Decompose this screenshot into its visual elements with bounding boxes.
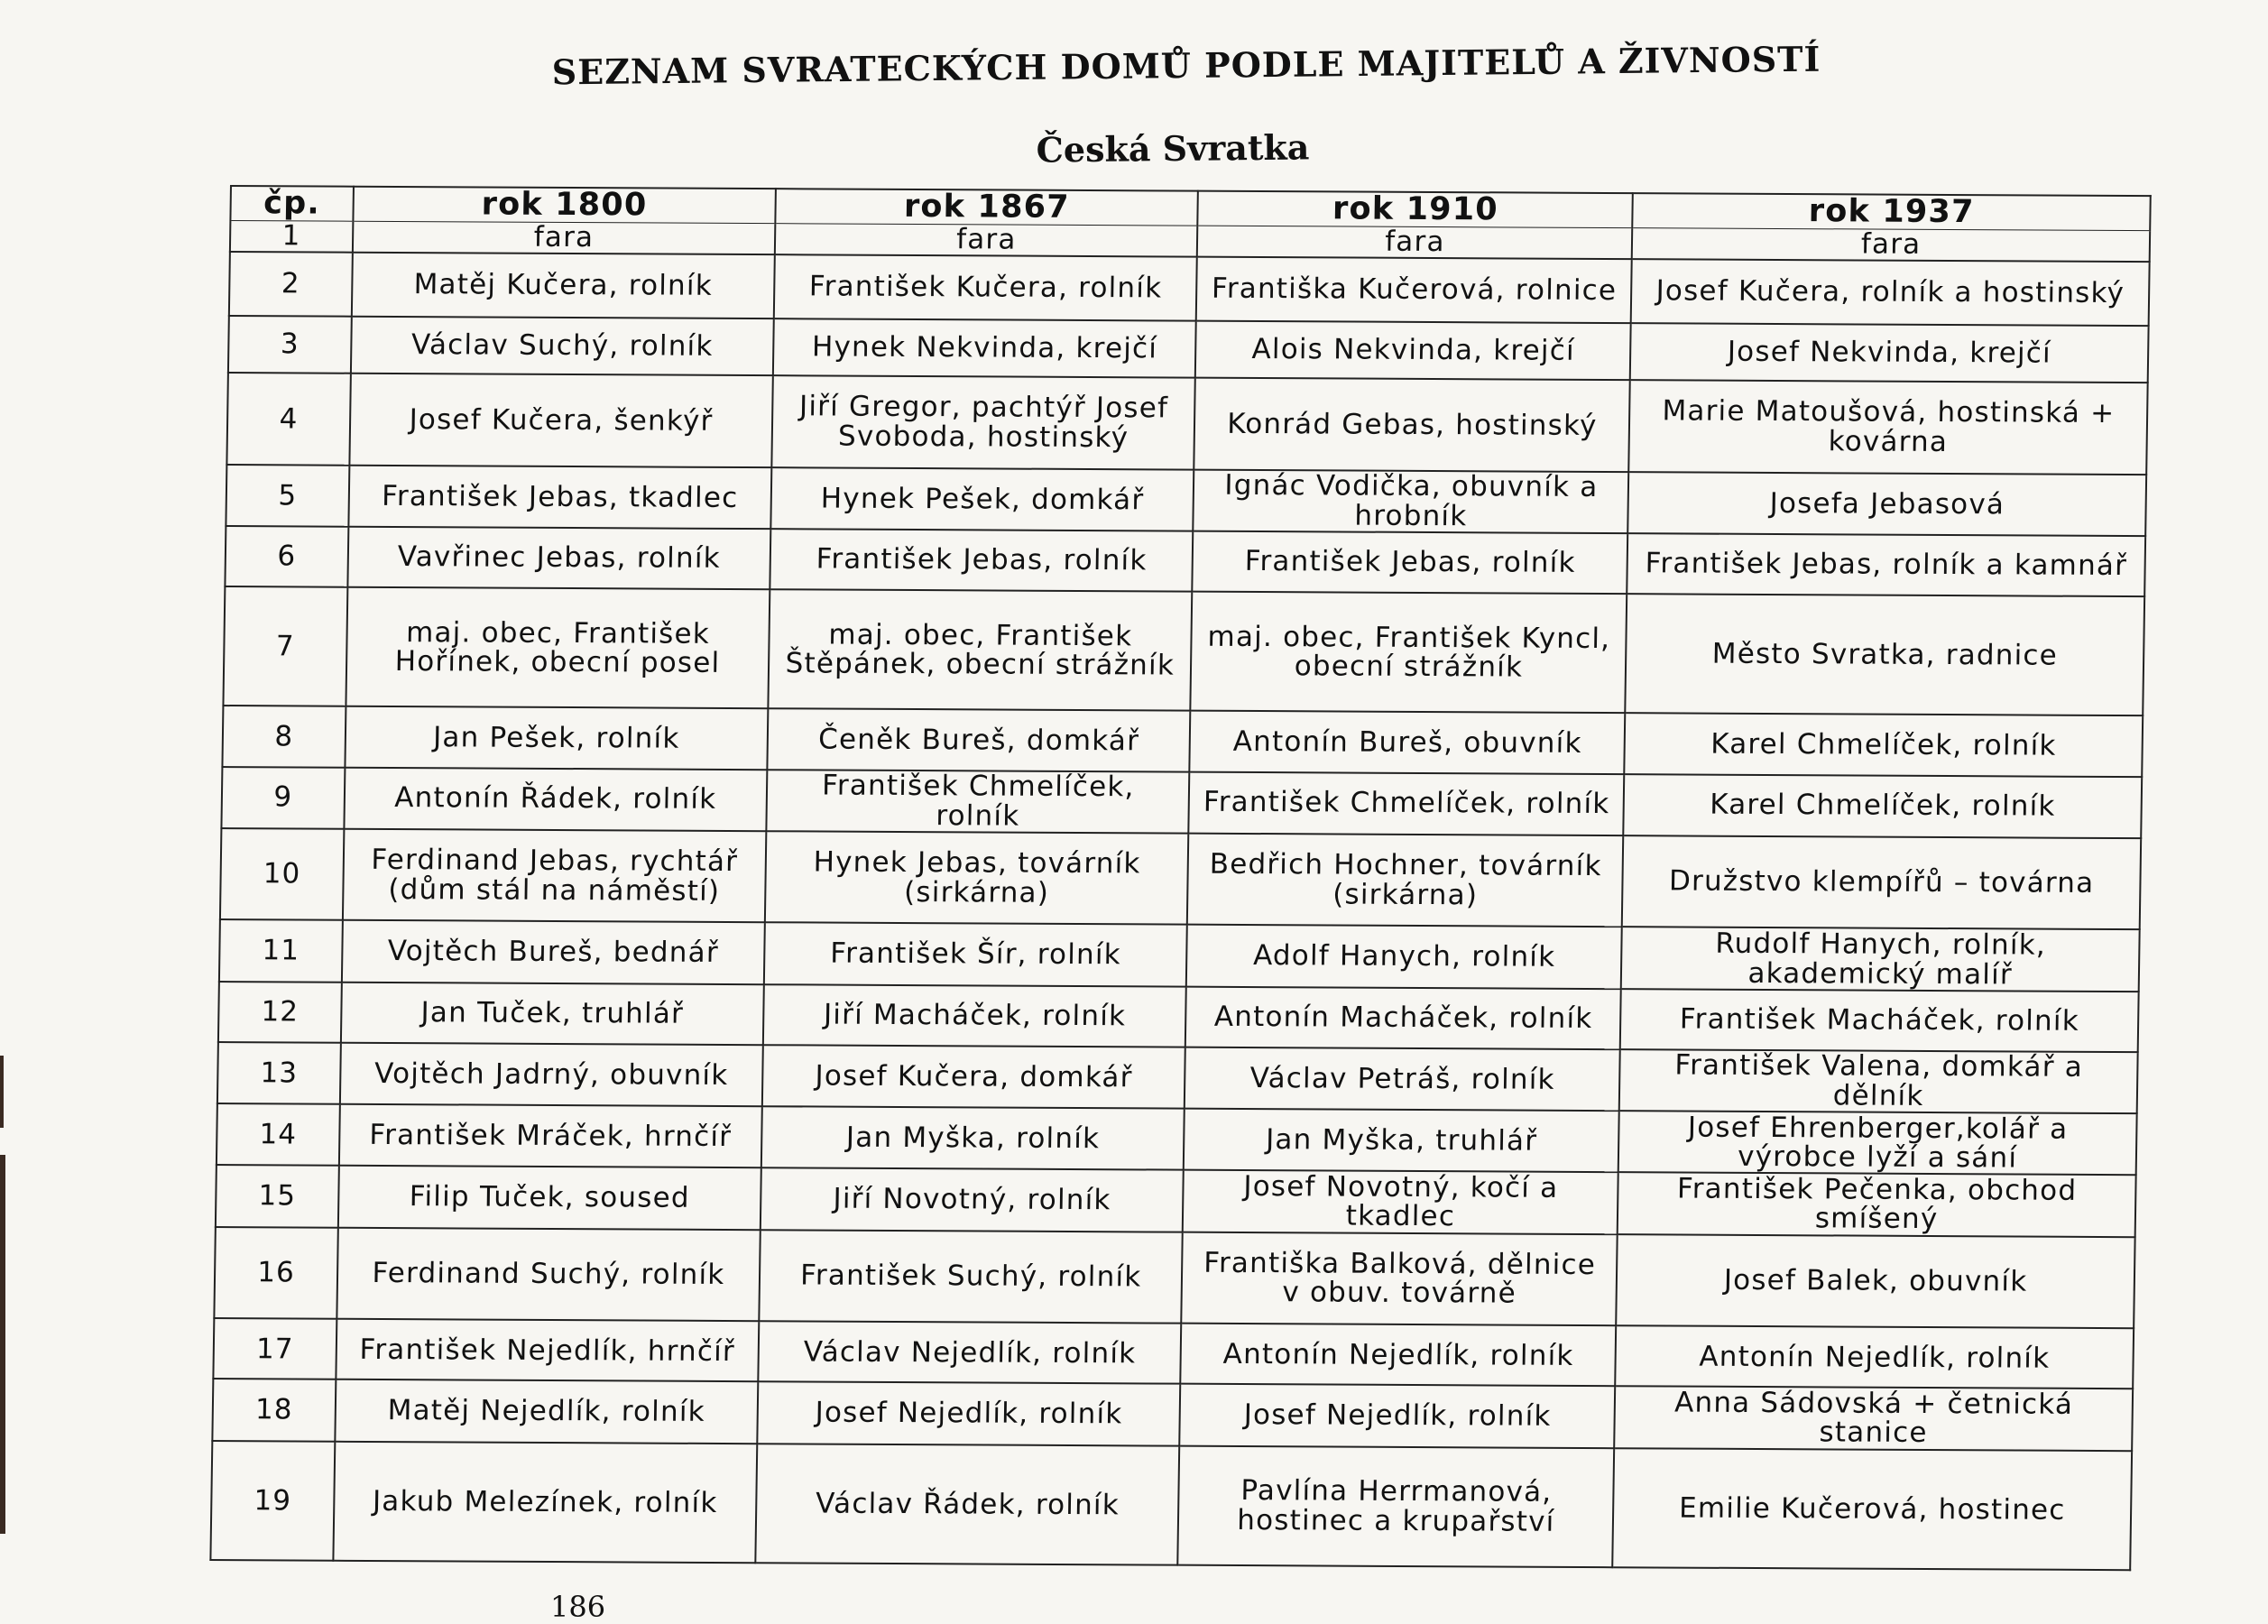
cell-1867: Václav Nejedlík, rolník: [758, 1321, 1181, 1384]
table-row: [223, 586, 2144, 715]
cell-1800: Ferdinand Suchý, rolník: [337, 1227, 761, 1321]
cell-1910: Josef Novotný, kočí a tkadlec: [1183, 1170, 1618, 1234]
cell-1867: František Jebas, rolník: [770, 529, 1193, 592]
cell-1910: Konrád Gebas, hostinský: [1194, 378, 1630, 472]
cell-1937: Rudolf Hanych, rolník, akademický malíř: [1621, 927, 2140, 992]
cell-cp: 6: [225, 526, 348, 587]
cell-cp: 16: [214, 1227, 337, 1319]
table-row: [228, 316, 2149, 383]
cell-1910: Františka Balková, dělnice v obuv. továrně: [1182, 1232, 1618, 1325]
table-row: [225, 526, 2145, 596]
table-row: [217, 1042, 2138, 1113]
cell-1867: Václav Řádek, rolník: [755, 1444, 1179, 1565]
cell-1910: Antonín Nejedlík, rolník: [1181, 1324, 1617, 1387]
cell-1800: fara: [353, 221, 776, 254]
cell-cp: 12: [218, 982, 342, 1043]
cell-cp: 4: [226, 373, 350, 465]
cell-1937: Družstvo klempířů – továrna: [1622, 835, 2141, 930]
cell-1937: František Pečenka, obchod smíšený: [1618, 1172, 2136, 1236]
cell-1800: Vavřinec Jebas, rolník: [347, 527, 770, 590]
cell-1910: Ignác Vodička, obuvník a hrobník: [1194, 469, 1629, 533]
cell-1867: Jiří Novotný, rolník: [761, 1168, 1184, 1232]
cell-1867: Čeněk Bureš, domkář: [767, 709, 1190, 772]
cell-1910: František Jebas, rolník: [1193, 531, 1628, 595]
cell-1800: Václav Suchý, rolník: [351, 317, 774, 376]
page-title: SEZNAM SVRATECKÝCH DOMŮ PODLE MAJITELŮ A ŽIVNOSTÍ: [551, 38, 1821, 93]
cell-1937: Marie Matoušová, hostinská + kovárna: [1629, 380, 2148, 475]
cell-1867: Jiří Gregor, pachtýř Josef Svoboda, hostinský: [771, 375, 1195, 469]
cell-1910: Jan Myška, truhlář: [1184, 1109, 1619, 1173]
cell-1867: Josef Kučera, domkář: [762, 1045, 1185, 1109]
cell-1867: František Chmelíček, rolník: [766, 770, 1189, 834]
cell-1800: Vojtěch Bureš, bednář: [342, 920, 765, 984]
cell-1867: maj. obec, František Štěpánek, obecní strážník: [768, 589, 1192, 711]
cell-cp: 18: [212, 1379, 336, 1441]
cell-cp: 14: [217, 1103, 340, 1166]
cell-1867: Hynek Pešek, domkář: [770, 467, 1194, 531]
cell-1800: Filip Tuček, soused: [338, 1166, 761, 1230]
cell-1910: Františka Kučerová, rolnice: [1196, 256, 1632, 323]
cell-1800: Ferdinand Jebas, rychtář (dům stál na náměstí): [343, 829, 767, 923]
cell-1800: Matěj Nejedlík, rolník: [335, 1379, 758, 1444]
cell-1910: Pavlína Herrmanová, hostinec a krupařství: [1178, 1445, 1615, 1567]
cell-1800: František Mráček, hrnčíř: [339, 1104, 762, 1168]
cell-cp: 17: [213, 1318, 337, 1379]
cell-1910: fara: [1197, 226, 1632, 259]
cell-cp: 8: [222, 706, 346, 767]
cell-1937: Josef Ehrenberger,kolář a výrobce lyží a sání: [1618, 1111, 2137, 1175]
cell-1910: Bedřich Hochner, továrník (sirkárna): [1187, 833, 1623, 927]
cell-1867: Hynek Jebas, továrník (sirkárna): [765, 831, 1189, 925]
page-edge-shadow: [0, 1155, 5, 1534]
cell-1937: Emilie Kučerová, hostinec: [1613, 1448, 2133, 1570]
table-row: [226, 465, 2146, 536]
page-edge-shadow: [0, 1056, 4, 1128]
cell-1800: Antonín Řádek, rolník: [344, 767, 767, 831]
table-row: [221, 767, 2142, 838]
cell-1910: Alois Nekvinda, krejčí: [1195, 321, 1631, 381]
page-number: 186: [550, 1590, 606, 1624]
cell-cp: 5: [226, 465, 349, 527]
cell-1800: František Jebas, tkadlec: [348, 466, 771, 530]
cell-1937: Město Svratka, radnice: [1626, 594, 2145, 715]
houses-table: [209, 185, 2151, 1571]
cell-1937: František Jebas, rolník a kamnář: [1627, 533, 2146, 596]
cell-cp: 2: [229, 252, 353, 317]
table-row: [214, 1227, 2134, 1329]
table-body: [210, 220, 2150, 1570]
table-row: [220, 828, 2141, 930]
cell-1937: Josefa Jebasová: [1628, 472, 2147, 536]
header-1910: rok 1910: [1198, 191, 1633, 228]
houses-table-container: [209, 185, 2151, 1571]
header-1937: rok 1937: [1633, 193, 2151, 230]
cell-1867: Jan Myška, rolník: [761, 1106, 1185, 1170]
cell-1910: maj. obec, František Kyncl, obecní strážník: [1191, 592, 1627, 714]
cell-1800: Jan Pešek, rolník: [345, 706, 768, 770]
table-row: [210, 1441, 2132, 1571]
cell-1937: František Valena, domkář a dělník: [1619, 1049, 2138, 1113]
cell-1800: Jakub Melezínek, rolník: [333, 1441, 757, 1563]
cell-1910: František Chmelíček, rolník: [1189, 771, 1625, 835]
table-row: [226, 373, 2147, 475]
cell-1937: Anna Sádovská + četnická stanice: [1615, 1387, 2134, 1451]
cell-cp: 19: [210, 1441, 335, 1561]
table-row: [216, 1165, 2136, 1236]
cell-cp: 9: [221, 767, 345, 829]
cell-1910: Josef Nejedlík, rolník: [1180, 1384, 1616, 1448]
cell-cp: 7: [223, 586, 347, 706]
header-1800: rok 1800: [353, 187, 776, 224]
cell-1867: Josef Nejedlík, rolník: [757, 1382, 1180, 1446]
cell-1910: Václav Petráš, rolník: [1185, 1047, 1620, 1111]
page-subtitle: Česká Svratka: [1036, 126, 1310, 171]
cell-cp: 10: [220, 828, 344, 920]
cell-cp: 3: [228, 316, 352, 374]
cell-1937: Josef Nekvinda, krejčí: [1630, 323, 2148, 383]
cell-1937: Karel Chmelíček, rolník: [1624, 774, 2143, 838]
cell-1867: Jiří Macháček, rolník: [763, 984, 1186, 1047]
table-row: [229, 252, 2150, 326]
cell-1937: Josef Kučera, rolník a hostinský: [1631, 259, 2150, 326]
cell-1800: František Nejedlík, hrnčíř: [336, 1319, 759, 1382]
table-row: [222, 706, 2143, 776]
cell-1937: fara: [1632, 227, 2150, 262]
cell-1937: Karel Chmelíček, rolník: [1625, 714, 2144, 777]
cell-1937: Josef Balek, obuvník: [1617, 1234, 2135, 1329]
cell-1867: Hynek Nekvinda, krejčí: [773, 318, 1196, 378]
cell-1910: Antonín Macháček, rolník: [1185, 986, 1621, 1049]
cell-1867: František Šír, rolník: [764, 923, 1187, 987]
table-row: [219, 920, 2140, 992]
table-row: [212, 1379, 2133, 1450]
table-row: [213, 1318, 2134, 1389]
cell-1910: Adolf Hanych, rolník: [1186, 925, 1622, 989]
cell-1800: Vojtěch Jadrný, obuvník: [340, 1043, 763, 1107]
cell-1800: Matěj Kučera, rolník: [352, 253, 775, 319]
cell-1910: Antonín Bureš, obuvník: [1190, 711, 1626, 774]
cell-1867: František Kučera, rolník: [774, 254, 1197, 321]
cell-1800: Josef Kučera, šenkýř: [349, 374, 773, 467]
cell-1867: fara: [775, 223, 1198, 256]
cell-cp: 15: [216, 1165, 339, 1227]
cell-1867: František Suchý, rolník: [759, 1230, 1183, 1324]
table-row: [218, 982, 2139, 1052]
cell-cp: 13: [217, 1042, 341, 1104]
cell-cp: 11: [219, 920, 343, 983]
cell-1937: Antonín Nejedlík, rolník: [1616, 1325, 2134, 1389]
cell-1800: maj. obec, František Hořínek, obecní posel: [346, 587, 770, 709]
cell-1937: František Macháček, rolník: [1620, 989, 2139, 1052]
cell-cp: 1: [230, 220, 353, 252]
header-1867: rok 1867: [775, 189, 1198, 226]
table-row: [217, 1103, 2137, 1175]
header-cp: čp.: [230, 186, 353, 221]
cell-1800: Jan Tuček, truhlář: [341, 982, 764, 1045]
